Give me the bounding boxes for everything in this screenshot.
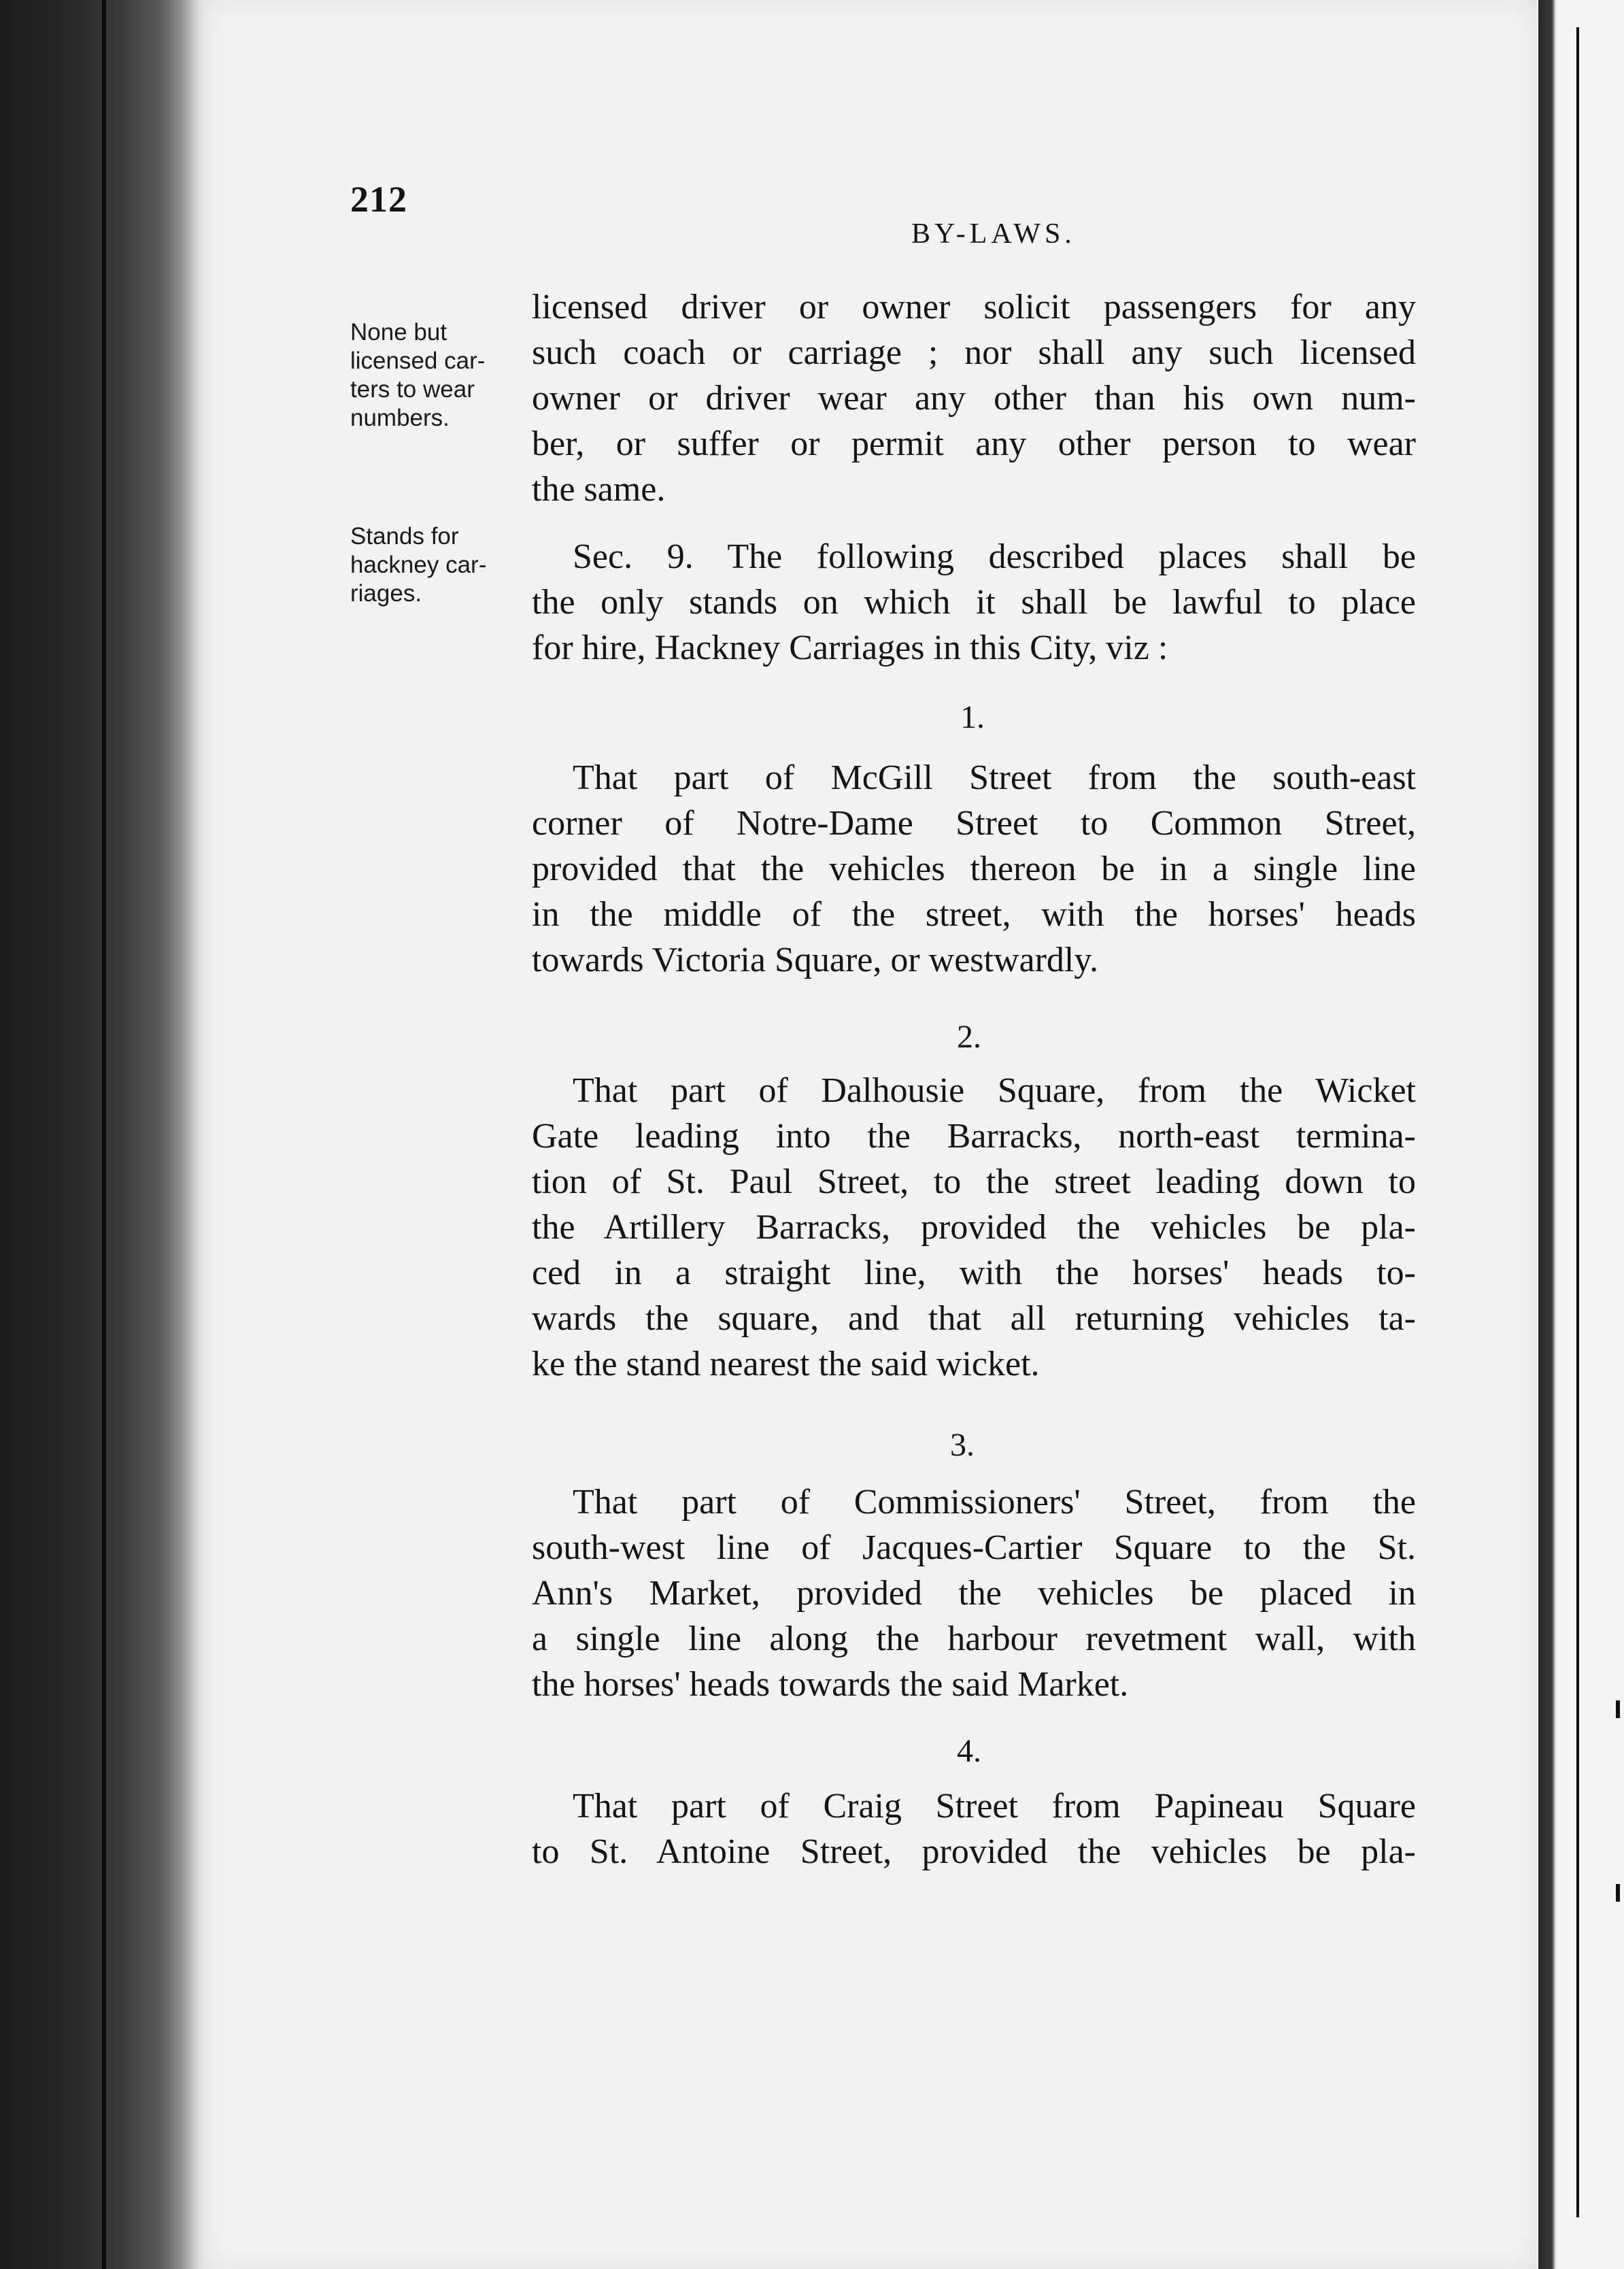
text-line: wards the square, and that all returning vehicles ta-: [532, 1299, 1416, 1338]
text-line: Sec. 9. The following described places shall be: [573, 537, 1416, 576]
running-head: BY-LAWS.: [911, 218, 1076, 250]
text-line: the horses' heads towards the said Market.: [532, 1665, 1129, 1704]
gutter-edge-line: [102, 0, 106, 2269]
paragraph-item-2: [532, 1068, 1416, 1387]
text-line: such coach or carriage ; nor shall any such licensed: [532, 333, 1416, 372]
paragraph-item-3: [532, 1479, 1416, 1707]
text-line: That part of Dalhousie Square, from the Wicket: [573, 1071, 1416, 1110]
paragraph-section-9: [532, 534, 1416, 671]
text-line: to St. Antoine Street, provided the vehicles be pla-: [532, 1832, 1416, 1871]
text-line: That part of Commissioners' Street, from the: [573, 1483, 1416, 1522]
text-line: provided that the vehicles thereon be in a single line: [532, 850, 1416, 888]
facing-page-edge: [1538, 0, 1624, 2269]
text-line: the only stands on which it shall be lawful to place: [532, 583, 1416, 622]
text-line: the same.: [532, 470, 666, 509]
item-numeral-1: 1.: [960, 699, 985, 735]
item-numeral-3: 3.: [950, 1427, 975, 1463]
text-line: ced in a straight line, with the horses' heads to-: [532, 1254, 1416, 1292]
facing-page-edge-line: [1576, 27, 1579, 2217]
text-line: tion of St. Paul Street, to the street leading down to: [532, 1162, 1416, 1201]
text-line: south-west line of Jacques-Cartier Square to the St.: [532, 1528, 1416, 1567]
text-line: for hire, Hackney Carriages in this City, viz :: [532, 628, 1168, 667]
paragraph-item-1: [532, 755, 1416, 983]
text-line: ke the stand nearest the said wicket.: [532, 1345, 1040, 1383]
text-line: a single line along the harbour revetment wall, with: [532, 1619, 1416, 1658]
facing-page-mark: [1616, 1700, 1620, 1718]
facing-page-mark: [1616, 1884, 1620, 1902]
item-numeral-4: 4.: [957, 1733, 981, 1769]
text-line: Gate leading into the Barracks, north-east termina-: [532, 1117, 1416, 1156]
text-line: That part of Craig Street from Papineau Square: [573, 1787, 1416, 1826]
paragraph-item-4: [532, 1783, 1416, 1875]
item-numeral-2: 2.: [957, 1019, 981, 1055]
sidenote-hackney-stands: Stands for hackney car- riages.: [350, 523, 487, 607]
paragraph-intro: [532, 284, 1416, 512]
text-line: in the middle of the street, with the horses' heads: [532, 895, 1416, 934]
text-line: licensed driver or owner solicit passengers for any: [532, 288, 1416, 326]
text-line: That part of McGill Street from the south-east: [573, 758, 1416, 797]
page-number: 212: [350, 179, 407, 220]
text-line: ber, or suffer or permit any other person to wear: [532, 424, 1416, 463]
text-line: Ann's Market, provided the vehicles be placed in: [532, 1574, 1416, 1613]
text-line: the Artillery Barracks, provided the vehicles be pla-: [532, 1208, 1416, 1247]
text-line: towards Victoria Square, or westwardly.: [532, 941, 1098, 979]
text-line: corner of Notre-Dame Street to Common Street,: [532, 804, 1416, 843]
sidenote-licensed-carters: None but licensed car- ters to wear numbers.: [350, 319, 486, 431]
text-line: owner or driver wear any other than his own num-: [532, 379, 1416, 418]
